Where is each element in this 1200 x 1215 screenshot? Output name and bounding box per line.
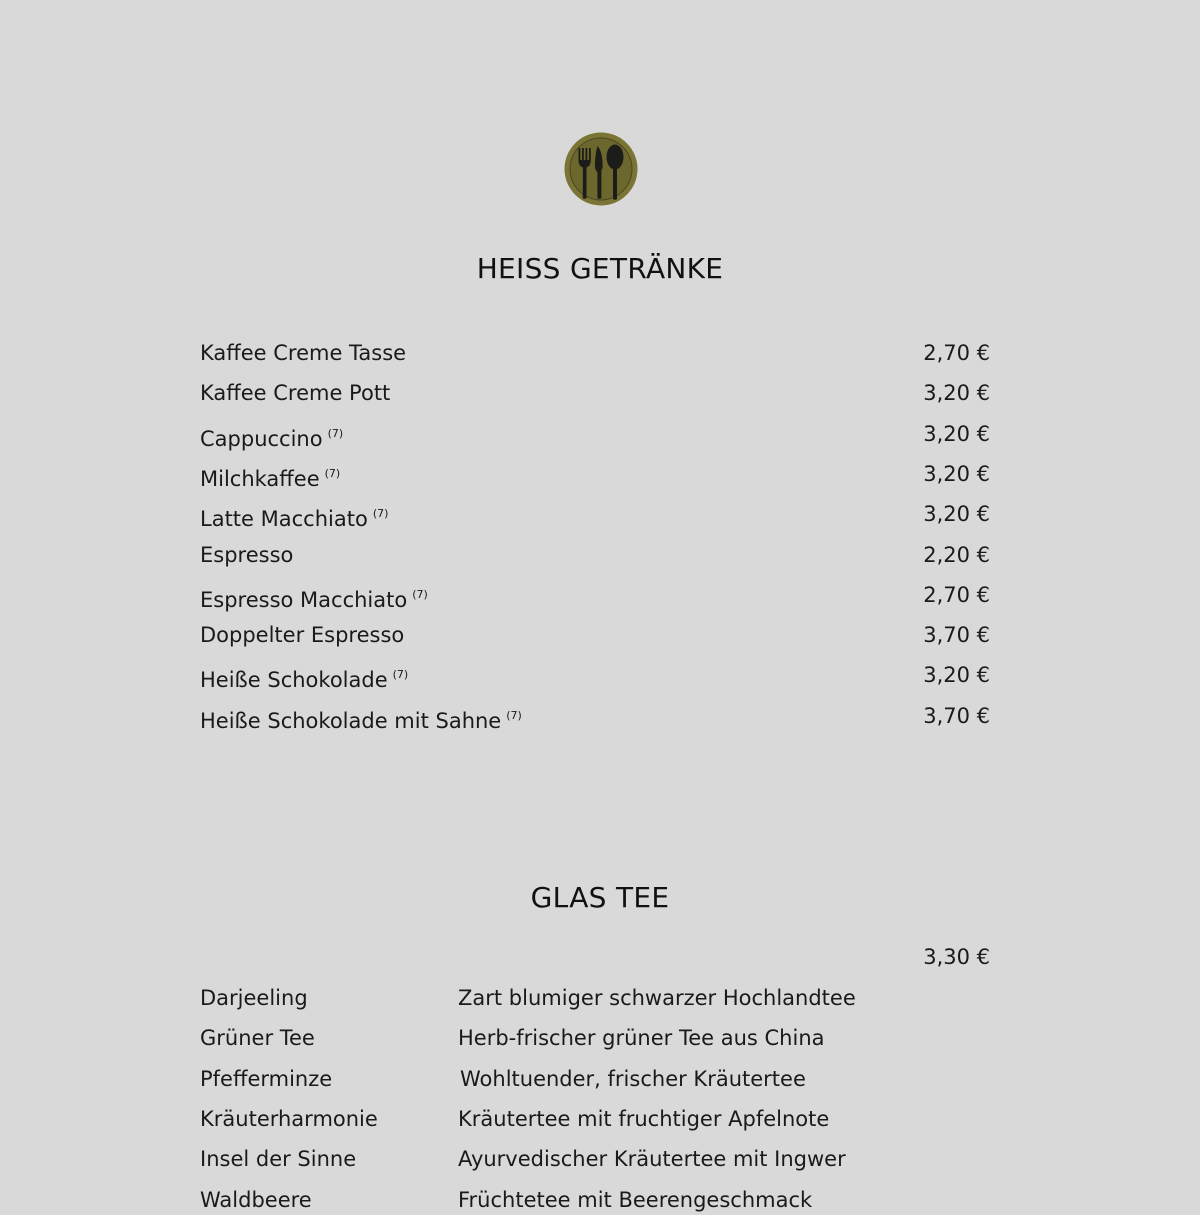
tea-item-row: [200, 1023, 990, 1053]
menu-item-label: Latte Macchiato: [200, 507, 368, 532]
tea-item-name: Pfefferminze: [200, 1066, 333, 1091]
allergen-note: (7): [412, 587, 428, 601]
tea-item-row: [200, 1064, 990, 1094]
menu-item-price: 3,70 €: [923, 623, 990, 648]
menu-item-price: 2,70 €: [923, 582, 990, 607]
allergen-note: (7): [324, 466, 341, 480]
menu-item-name: [200, 419, 343, 454]
section-title-glass-tea: GLAS TEE: [530, 881, 670, 914]
menu-item-label: Kaffee Creme Pott: [200, 381, 391, 406]
menu-item-price: 3,20 €: [923, 421, 990, 446]
tea-item-description: Herb-frischer grüner Tee aus China: [458, 1026, 825, 1051]
tea-item-description: Früchtetee mit Beerengeschmack: [458, 1187, 813, 1212]
menu-item-row: [200, 620, 990, 650]
tea-item-name: Kräuterharmonie: [200, 1106, 378, 1131]
allergen-note: (7): [506, 708, 522, 722]
cutlery-icon: [564, 132, 638, 206]
menu-item-label: Heiße Schokolade mit Sahne: [200, 708, 502, 733]
allergen-note: (7): [372, 507, 389, 521]
tea-item-name: Grüner Tee: [200, 1026, 315, 1051]
menu-item-row: [200, 338, 990, 368]
menu-item-label: Milchkaffee: [200, 466, 320, 491]
menu-item-row: [200, 701, 990, 731]
allergen-note: (7): [392, 668, 409, 682]
menu-item-name: [200, 580, 428, 615]
menu-item-price: 3,20 €: [923, 461, 990, 486]
menu-item-name: [200, 459, 340, 494]
menu-item-price: 3,70 €: [923, 703, 990, 728]
menu-item-label: Espresso Macchiato: [200, 587, 408, 612]
tea-item-name: Darjeeling: [200, 986, 308, 1010]
menu-item-name: [200, 499, 388, 534]
menu-item-price: 3,20 €: [923, 663, 990, 688]
menu-item-price: 2,20 €: [923, 542, 990, 567]
menu-item-row: [200, 419, 990, 449]
menu-item-label: Kaffee Creme Tasse: [200, 341, 407, 365]
menu-item-label: Doppelter Espresso: [200, 623, 405, 648]
menu-item-row: [200, 459, 990, 489]
tea-item-row: [200, 1104, 990, 1134]
tea-item-row: [200, 1144, 990, 1174]
menu-item-name: [200, 701, 522, 736]
tea-item-row: [200, 983, 990, 1013]
tea-item-description: Ayurvedischer Kräutertee mit Ingwer: [458, 1147, 846, 1172]
menu-item-row: [200, 378, 990, 408]
tea-item-name: Insel der Sinne: [200, 1147, 357, 1172]
section-title-hot-drinks: HEISS GETRÄNKE: [476, 252, 724, 285]
menu-item-row: [200, 580, 990, 610]
menu-item-name: [200, 660, 408, 695]
tea-item-name: Waldbeere: [200, 1187, 312, 1212]
menu-item-row: [200, 499, 990, 532]
menu-item-name: [200, 378, 390, 408]
menu-item-label: Espresso: [200, 542, 294, 567]
menu-item-label: Cappuccino: [200, 426, 323, 451]
tea-item-description: Wohltuender, frischer Kräutertee: [460, 1066, 806, 1091]
menu-item-row: [200, 660, 990, 693]
allergen-note: (7): [327, 426, 344, 440]
menu-item-price: 3,20 €: [923, 381, 990, 406]
menu-item-name: [200, 540, 293, 570]
menu-item-price: 3,20 €: [923, 502, 990, 527]
menu-item-name: [200, 620, 404, 650]
tea-item-description: Kräutertee mit fruchtiger Apfelnote: [458, 1106, 830, 1131]
menu-item-label: Heiße Schokolade: [200, 668, 388, 693]
menu-item-name: [200, 338, 406, 368]
tea-item-description: Zart blumiger schwarzer Hochlandtee: [458, 986, 856, 1010]
menu-item-price: 2,70 €: [923, 341, 990, 365]
glass-tea-price: 3,30 €: [923, 945, 990, 969]
menu-item-row: [200, 540, 990, 570]
